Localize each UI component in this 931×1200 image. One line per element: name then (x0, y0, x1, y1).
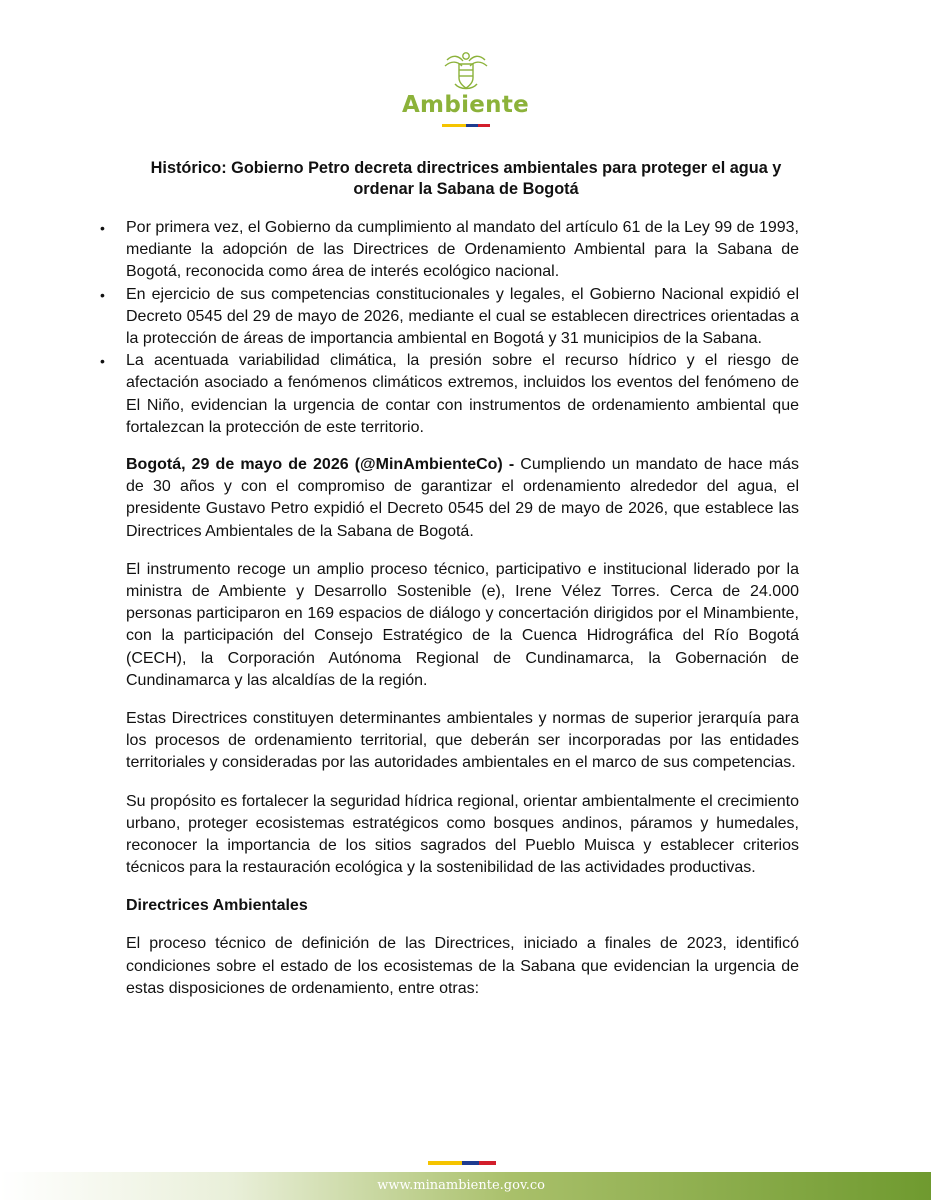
letterhead (0, 50, 931, 127)
list-item-text: La acentuada variabilidad climática, la presión sobre el recurso hídrico y el riesgo de afectación asociado a fenómenos climáticos extremos, incluidos los eventos del fenómeno de El Niño, evidencian la urgencia de contar con instrumentos de ordenamiento ambiental que fortalezcan la protección de este territorio. (126, 352, 799, 436)
footer-url[interactable]: www.minambiente.gov.co (377, 1178, 545, 1193)
bullet-icon: • (100, 286, 105, 303)
body-paragraph: El instrumento recoge un amplio proceso técnico, participativo e institucional liderado por la ministra de Ambiente y Desarrollo Sostenible (e), Irene Vélez Torres. Cerca de 24.000 personas participaron en 169 espacios de diálogo y concertación dirigidos por el Minambiente, con la participación del Consejo Estratégico de la Cuenca Hidrográfica del Río Bogotá (CECH), la Corporación Autónoma Regional de Cundinamarca, la Gobernación de Cundinamarca y las alcaldías de la región. (126, 560, 799, 689)
section-paragraph: El proceso técnico de definición de las Directrices, iniciado a finales de 2023, identificó condiciones sobre el estado de los ecosistemas de la Sabana que evidencian la urgencia de estas disposiciones de ordenamiento, entre otras: (126, 935, 799, 997)
press-release-body (100, 217, 799, 1016)
list-item-text: Por primera vez, el Gobierno da cumplimiento al mandato del artículo 61 de la Ley 99 de 1993, mediante la adopción de las Directrices de Ordenamiento Ambiental para la Sabana de Bogotá, reconocida como área de interés ecológico nacional. (126, 219, 799, 281)
press-release-title: Histórico: Gobierno Petro decreta directrices ambientales para proteger el agua y ordenar la Sabana de Bogotá (150, 159, 782, 198)
list-item (100, 350, 799, 439)
footer-flag-stripe (428, 1161, 496, 1165)
section-heading: Directrices Ambientales (126, 897, 308, 915)
list-item (100, 284, 799, 351)
lead-text: Cumpliendo un mandato de hace más de 30 años y con el compromiso de garantizar el ordenamiento alrededor del agua, el presidente Gustavo Petro expidió el Decreto 0545 del 29 de mayo de 2026, que establece las Directrices Ambientales de la Sabana de Bogotá. (126, 456, 799, 540)
body-paragraph: Estas Directrices constituyen determinantes ambientales y normas de superior jerarquía para los procesos de ordenamiento territorial, que deberán ser incorporadas por las entidades territoriales y consideradas por las autoridades ambientales en el marco de sus competencias. (126, 710, 799, 772)
highlights-list (100, 217, 799, 439)
coat-of-arms-icon (443, 50, 489, 92)
body-paragraph: Su propósito es fortalecer la seguridad hídrica regional, orientar ambientalmente el crecimiento urbano, proteger ecosistemas estratégicos como bosques andinos, páramos y humedales, reconocer la importancia de los sitios sagrados del Pueblo Muisca y establecer criterios técnicos para la restauración ecológica y la sostenibilidad de las actividades productivas. (126, 792, 799, 877)
list-item (100, 217, 799, 284)
brand-name: Ambiente (401, 92, 530, 118)
flag-stripe (442, 124, 490, 127)
dateline: Bogotá, 29 de mayo de 2026 (@MinAmbienteCo) - (126, 456, 515, 474)
bullet-icon: • (100, 353, 105, 370)
list-item-text: En ejercicio de sus competencias constitucionales y legales, el Gobierno Nacional expidió el Decreto 0545 del 29 de mayo de 2026, mediante el cual se establecen directrices orientadas a la protección de áreas de importancia ambiental en Bogotá y 31 municipios de la Sabana. (126, 285, 799, 348)
lead-paragraph (126, 454, 799, 543)
bullet-icon: • (100, 220, 105, 236)
